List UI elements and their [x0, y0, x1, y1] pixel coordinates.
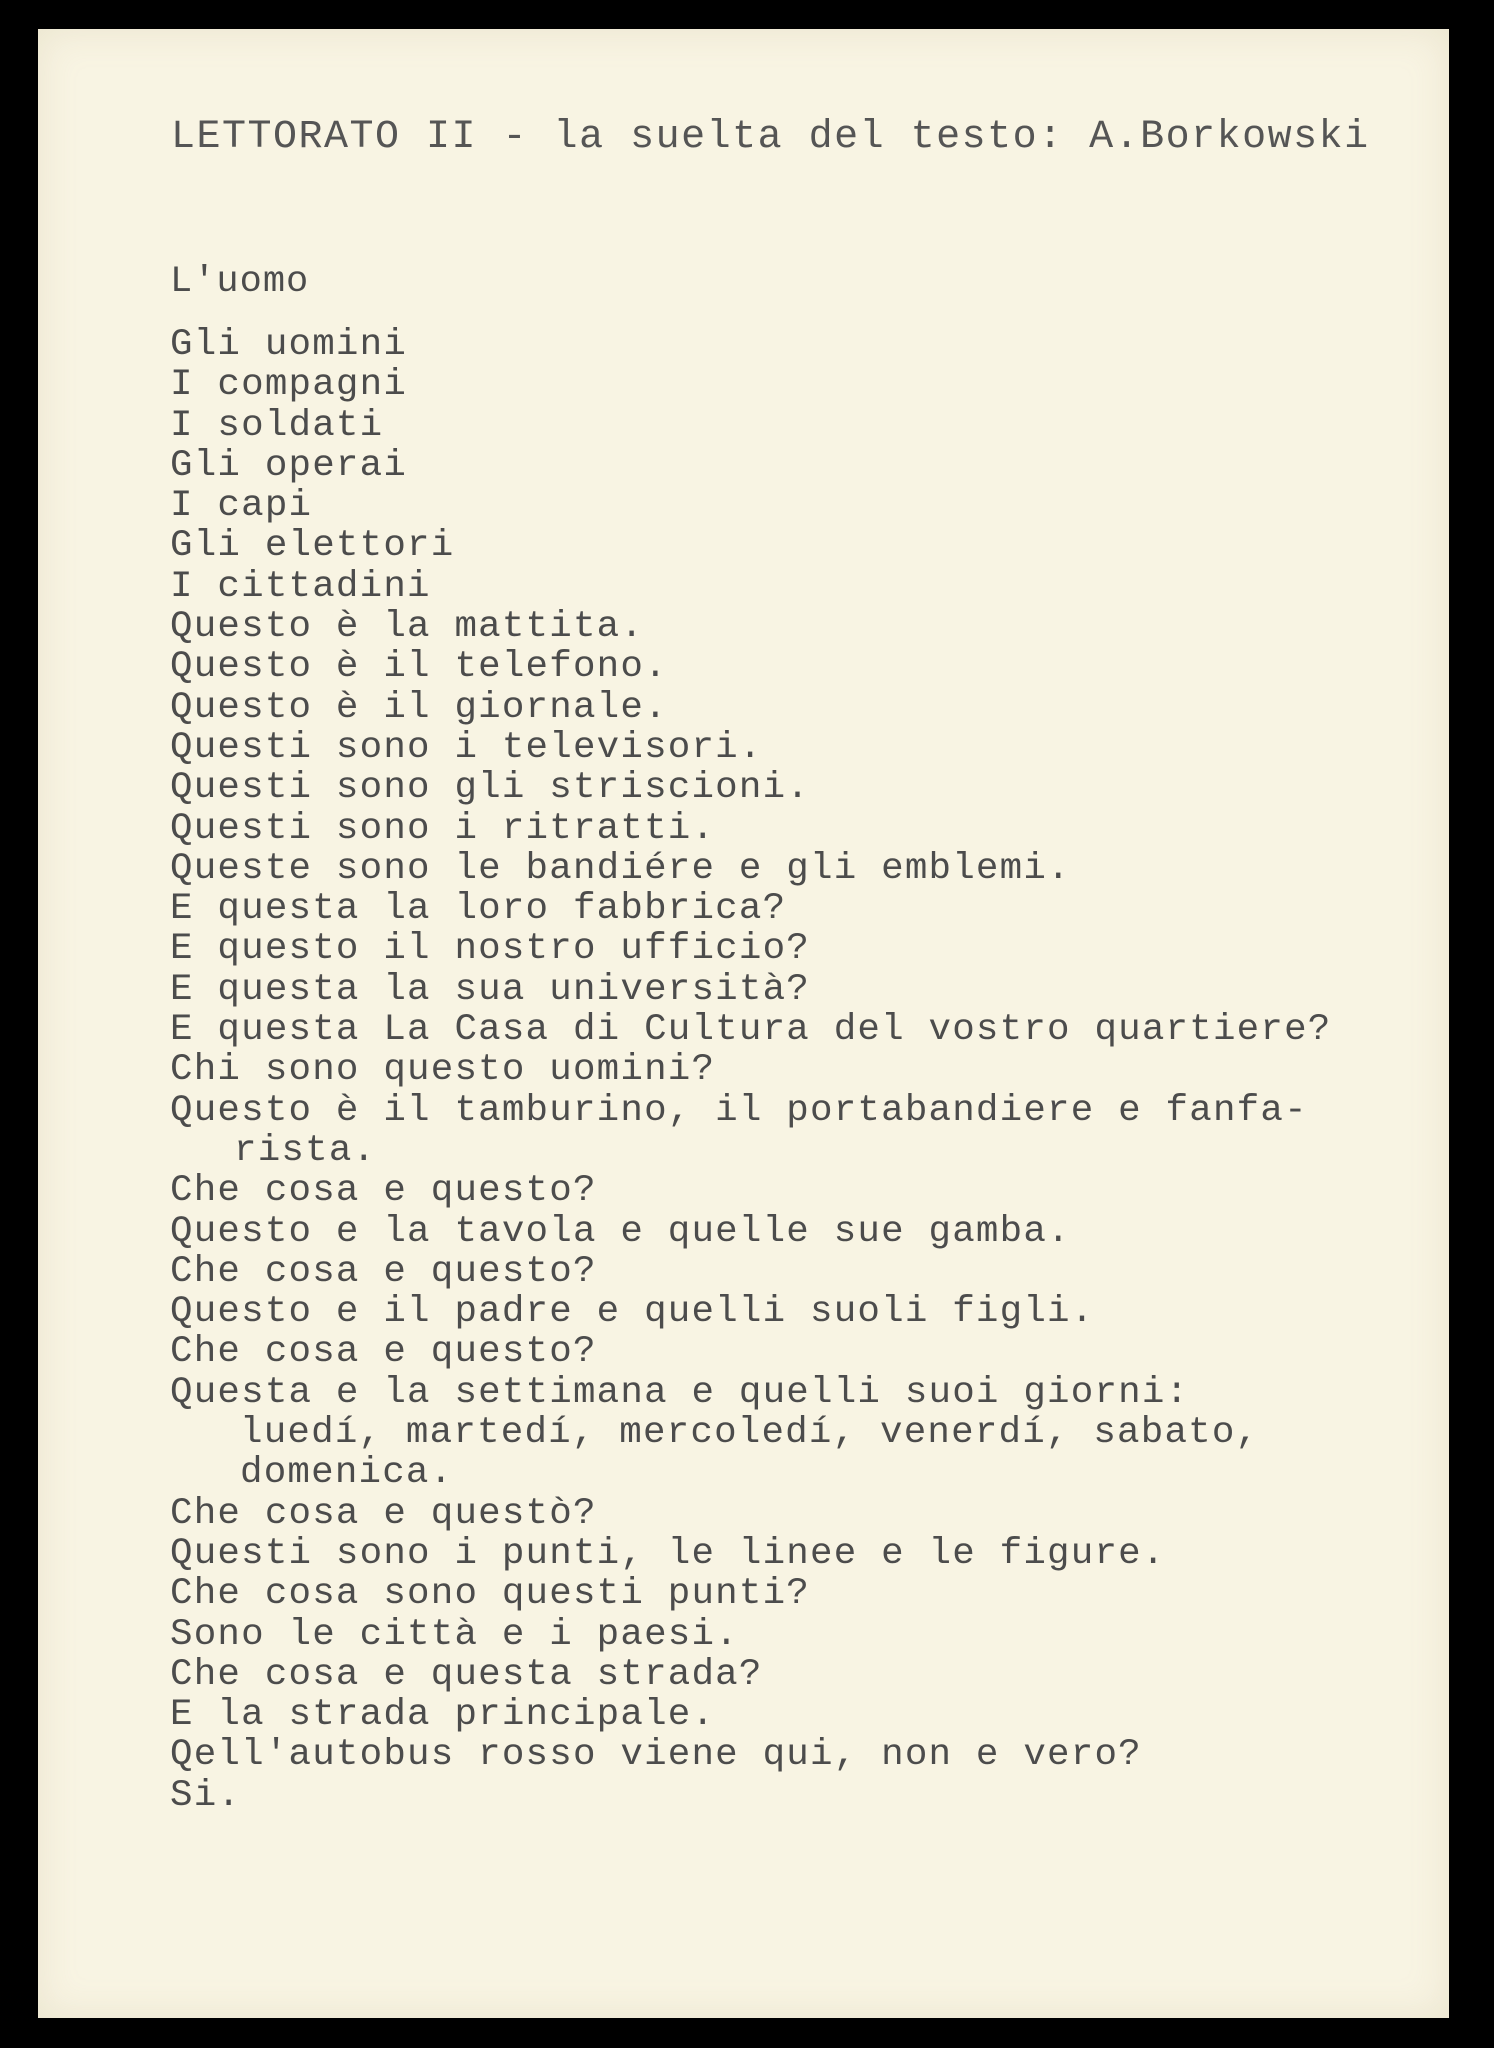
text-body	[170, 325, 1430, 1816]
text-line: Qell'autobus rosso viene qui, non e vero?	[170, 1734, 1142, 1777]
text-line: Gli uomini	[170, 324, 408, 366]
text-line: Questo è la mattita.	[170, 606, 645, 649]
text-line: Questo e il padre e quelli suoli figli.	[170, 1291, 1095, 1334]
text-line: Questi sono i ritratti.	[170, 807, 716, 850]
text-line: Queste sono le bandiére e gli emblemi.	[170, 847, 1071, 890]
text-line: Gli operai	[170, 444, 408, 487]
section-title: L'uomo	[170, 261, 310, 303]
text-line: domenica.	[240, 1452, 454, 1495]
text-line: Questo è il tamburino, il portabandiere e fanfa-	[170, 1089, 1308, 1132]
text-line: Questo è il telefono.	[170, 646, 668, 689]
text-line: luedí, martedí, mercoledí, venerdí, sabato,	[240, 1412, 1260, 1455]
text-line: Che cosa sono questi punti?	[170, 1573, 810, 1616]
text-line: Che cosa e questa strada?	[170, 1653, 763, 1696]
text-line: E questa la loro fabbrica?	[170, 888, 787, 931]
text-line: Gli elettori	[170, 525, 455, 568]
text-line: E la strada principale.	[170, 1694, 716, 1737]
text-line: I compagni	[170, 364, 408, 407]
text-line: Che cosa e questo?	[170, 1331, 597, 1374]
text-line: E questa la sua università?	[170, 968, 810, 1011]
text-line: Questi sono gli striscioni.	[170, 767, 810, 810]
text-line: Questa e la settimana e quelli suoi giorni:	[170, 1371, 1190, 1414]
text-line: Questi sono i televisori.	[170, 726, 763, 769]
text-line: Chi sono questo uomini?	[170, 1049, 716, 1092]
text-line: Questo e la tavola e quelle sue gamba.	[170, 1210, 1071, 1253]
text-line: I soldati	[170, 404, 384, 447]
text-line: I cittadini	[170, 565, 431, 608]
text-line: Si.	[170, 1774, 242, 1817]
text-line: E questa La Casa di Cultura del vostro quartiere?	[170, 1009, 1332, 1052]
document-page	[38, 29, 1449, 2018]
text-line: Questi sono i punti, le linee e le figure.	[170, 1532, 1166, 1575]
text-line: Questo è il giornale.	[170, 686, 668, 729]
text-line: Che cosa e questo?	[170, 1170, 597, 1213]
text-line: Sono le città e i paesi.	[170, 1613, 739, 1656]
text-line: Che cosa e questo?	[170, 1250, 597, 1293]
text-line: I capi	[170, 485, 313, 528]
text-line: rista.	[234, 1129, 377, 1172]
text-line: E questo il nostro ufficio?	[170, 928, 810, 971]
document-header: LETTORATO II - la suelta del testo: A.Borkowski	[171, 115, 1370, 160]
text-line: Che cosa e questò?	[170, 1492, 597, 1535]
